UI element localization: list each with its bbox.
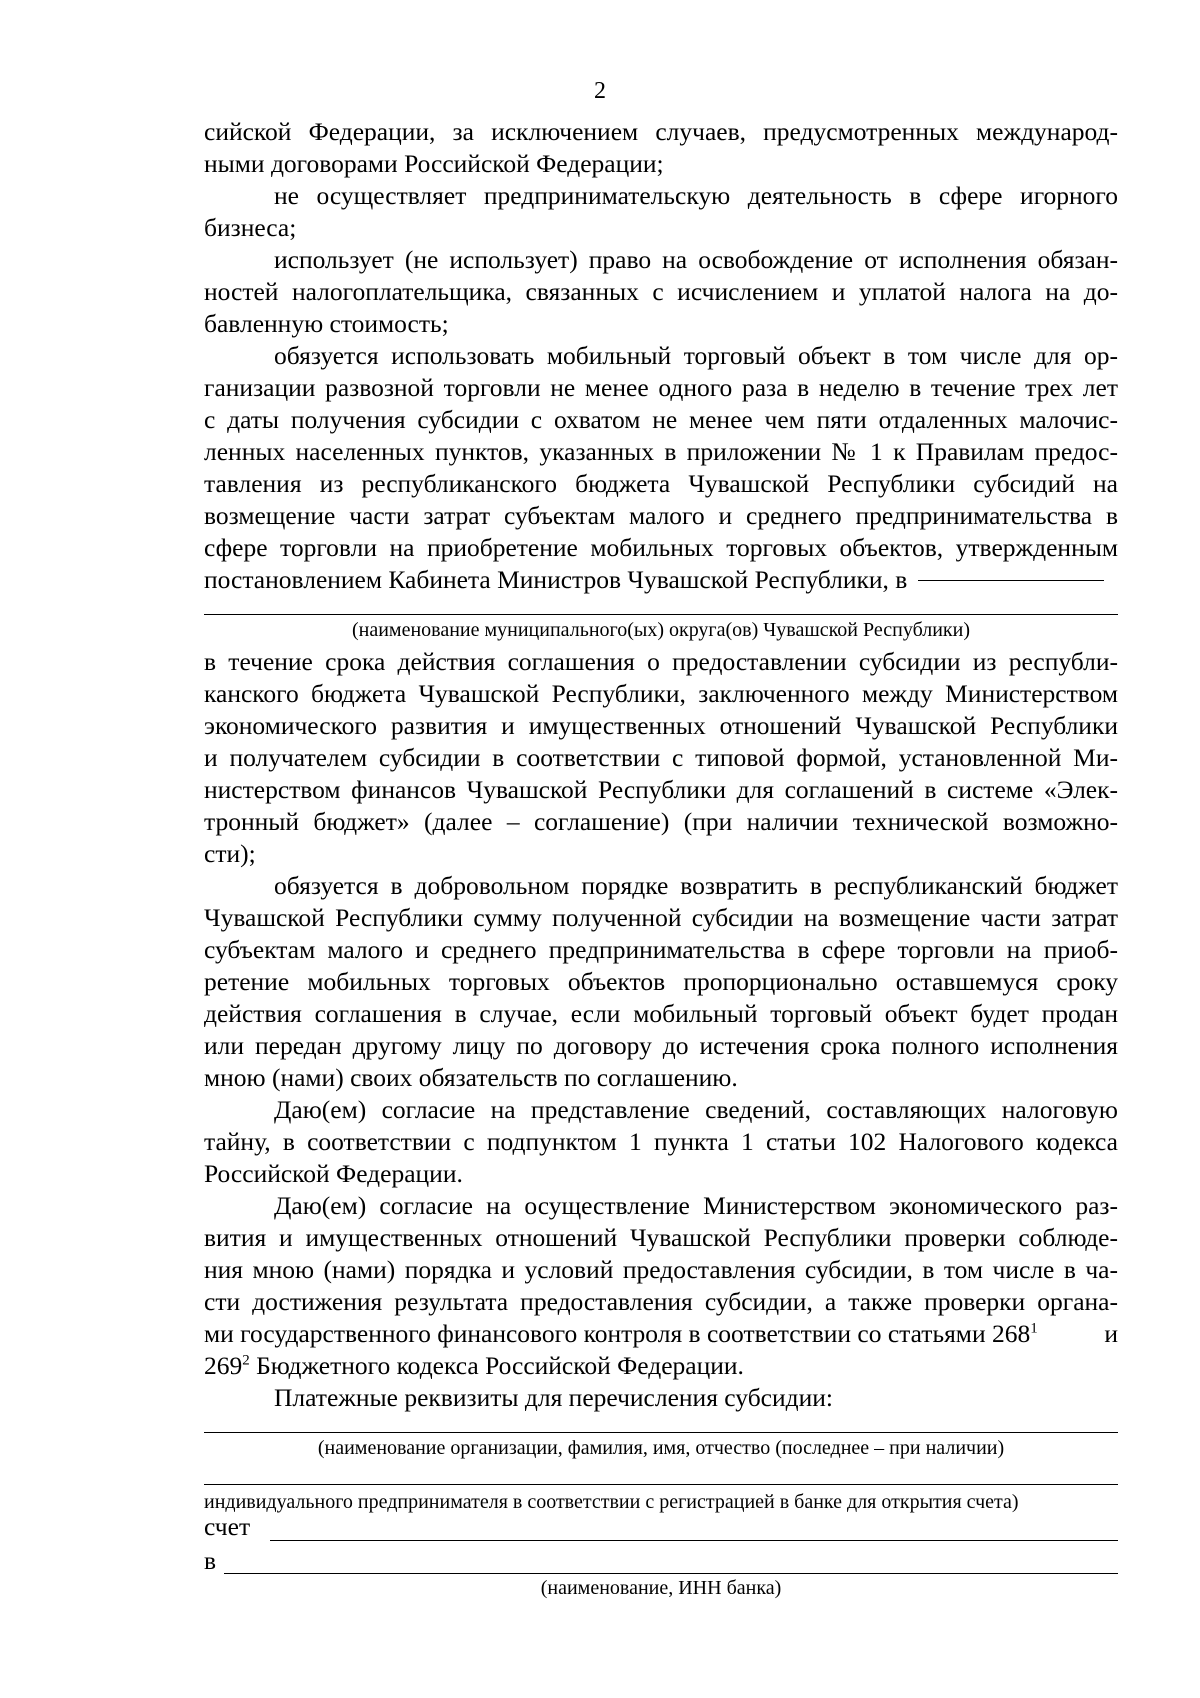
text-line: тавления из республиканского бюджета Чувашской Республики субсидий на [204,469,1118,498]
superscript: 1 [1030,1320,1038,1337]
caption-bank: (наименование, ИНН банка) [540,1577,782,1599]
bank-label: в [204,1546,217,1575]
superscript: 2 [242,1352,250,1369]
text-line: и получателем субсидии в соответствии с типовой формой, установленной Ми- [204,743,1118,772]
text-fragment: ми государственного финансового контроля в соответствии со статьями 268 [204,1319,1031,1348]
text-line: Чувашской Республики сумму полученной субсидии на возмещение части затрат [204,903,1118,932]
text-line: использует (не использует) право на освобождение от исполнения обязан- [274,245,1118,274]
page-number: 2 [594,78,606,104]
text-line: обязуется использовать мобильный торговый объект в том числе для ор- [274,341,1118,370]
text-line: бавленную стоимость; [204,309,449,338]
text-line: Платежные реквизиты для перечисления субсидии: [274,1383,833,1412]
text-line: сфере торговли на приобретение мобильных торговых объектов, утвержденным [204,533,1118,562]
text-line: ретение мобильных торговых объектов пропорционально оставшемуся сроку [204,967,1118,996]
text-line: тайну, в соответствии с подпунктом 1 пункта 1 статьи 102 Налогового кодекса [204,1127,1118,1156]
text-line: с даты получения субсидии с охватом не менее чем пяти отдаленных малочис- [204,405,1118,434]
text-line: ностей налогоплательщика, связанных с исчислением и уплатой налога на до- [204,277,1118,306]
text-line: сти); [204,839,256,868]
text-line: нистерством финансов Чувашской Республики для соглашений в системе «Элек- [204,775,1118,804]
text-fragment: 269 [204,1351,243,1380]
bank-fill-line [224,1573,1118,1574]
body-text-block-1 [204,116,1118,596]
entrepreneur-fill-line [204,1484,1118,1485]
text-fragment: Бюджетного кодекса Российской Федерации. [256,1351,744,1380]
text-line: мною (нами) своих обязательств по соглашению. [204,1063,738,1092]
text-line: канского бюджета Чувашской Республики, заключенного между Министерством [204,679,1118,708]
account-fill-line [270,1540,1118,1541]
text-line: вития и имущественных отношений Чувашской Республики проверки соблюде- [204,1223,1118,1252]
text-line: сти достижения результата предоставления субсидии, а также проверки органа- [204,1287,1118,1316]
text-line: возмещение части затрат субъектам малого и среднего предпринимательства в [204,501,1118,530]
text-line: ганизации развозной торговли не менее одного раза в неделю в течение трех лет [204,373,1118,402]
text-line: постановлением Кабинета Министров Чувашской Республики, в [204,565,908,594]
caption-entrepreneur: индивидуального предпринимателя в соответствии с регистрацией в банке для открытия счета) [204,1491,1019,1513]
text-line-superscript-1 [204,1318,1118,1350]
text-line: действия соглашения в случае, если мобильный торговый объект будет продан [204,999,1118,1028]
municipality-fill-line [204,614,1118,615]
text-line: бизнеса; [204,213,297,242]
text-line: экономического развития и имущественных отношений Чувашской Республики [204,711,1118,740]
text-line: Даю(ем) согласие на представление сведений, составляющих налоговую [274,1095,1118,1124]
text-line: Российской Федерации. [204,1159,463,1188]
text-line: ленных населенных пунктов, указанных в приложении № 1 к Правилам предос- [204,437,1118,466]
text-line: Даю(ем) согласие на осуществление Министерством экономического раз- [274,1191,1118,1220]
text-line: не осуществляет предпринимательскую деятельность в сфере игорного [274,181,1118,210]
text-line: тронный бюджет» (далее – соглашение) (при наличии технической возможно- [204,807,1118,836]
text-line: обязуется в добровольном порядке возвратить в республиканский бюджет [274,871,1118,900]
text-line: субъектам малого и среднего предпринимательства в сфере торговли на приоб- [204,935,1118,964]
caption-municipal: (наименование муниципального(ых) округа(ов) Чувашской Республики) [351,619,971,641]
caption-organization: (наименование организации, фамилия, имя, отчество (последнее – при наличии) [317,1437,1005,1459]
text-line: ния мною (нами) порядка и условий предоставления субсидии, в том числе в ча- [204,1255,1118,1284]
text-line: или передан другому лицу по договору до истечения срока полного исполнения [204,1031,1118,1060]
text-fragment: и [1104,1319,1118,1348]
text-line-superscript-2 [204,1350,1118,1382]
text-line: в течение срока действия соглашения о предоставлении субсидии из республи- [204,647,1118,676]
organization-fill-line [204,1432,1118,1433]
account-label: счет [204,1512,251,1541]
text-line: ными договорами Российской Федерации; [204,149,664,178]
text-line: сийской Федерации, за исключением случаев, предусмотренных международ- [204,117,1118,146]
municipality-fill-line-end [918,580,1104,581]
